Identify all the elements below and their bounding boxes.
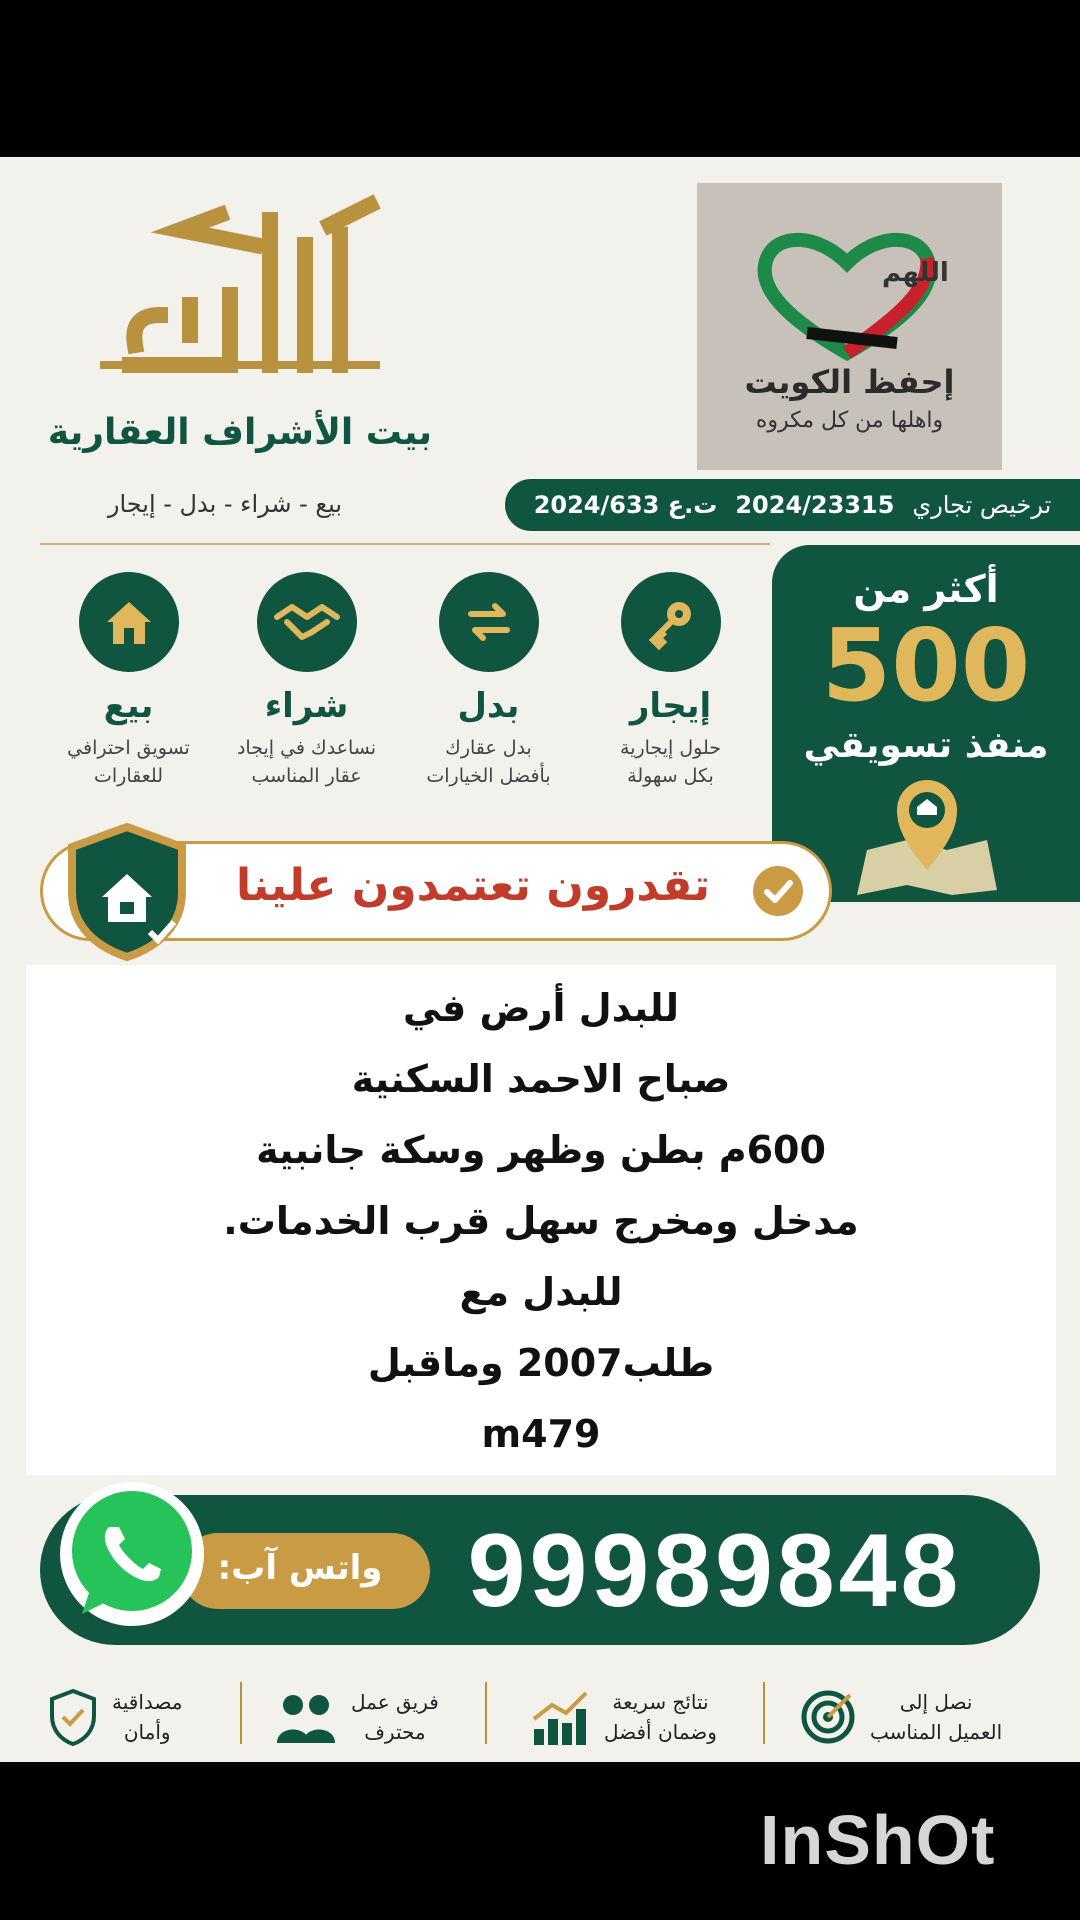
inshot-watermark: InShOt [760,1801,996,1879]
house-icon [79,572,179,672]
license-ref: ت.ع 2024/633 [533,491,718,519]
service-desc: حلول إيجارية بكل سهولة [620,737,721,787]
whatsapp-label: واتس آب: [217,1548,383,1588]
map-pin-icon [852,770,1002,895]
kuwait-line2: واهلها من كل مكروه [755,408,944,433]
service-desc: نساعدك في إيجاد عقار المناسب [236,737,377,787]
feature-results [530,1677,717,1757]
ad-line: للبدل أرض في [402,986,680,1030]
stats-panel [772,545,1080,902]
kuwait-badge [697,183,1002,470]
stats-bottom-text: منفذ تسويقي [803,725,1049,766]
service-desc: تسويق احترافي للعقارات [67,737,190,787]
exchange-icon [439,572,539,672]
license-number: 2024/23315 [735,491,895,519]
service-title: بيع [103,686,154,726]
ad-line: 600م بطن وظهر وسكة جانبية [256,1128,826,1172]
stats-top-text: أكثر من [853,567,999,611]
license-label: ترخيص تجاري [912,491,1052,519]
service-title: بدل [457,686,520,726]
team-icon [275,1689,337,1745]
whatsapp-icon[interactable] [57,1479,207,1629]
stats-number: 500 [821,607,1031,724]
feature-team [275,1677,439,1757]
service-title: شراء [264,686,349,726]
service-rent [588,572,753,790]
feature-label: مصداقية وأمان [112,1690,183,1744]
feature-separator [485,1682,487,1744]
whatsapp-pill[interactable] [180,1533,430,1609]
service-title: إيجار [629,686,712,726]
ad-line: m479 [481,1412,601,1456]
ad-line: مدخل ومخرج سهل قرب الخدمات. [223,1199,859,1243]
feature-label: نصل إلى العميل المناسب [870,1690,1003,1744]
service-sell [46,572,211,790]
feature-separator [240,1682,242,1744]
kuwait-line1: إحفظ الكويت [744,363,955,401]
kuwait-prayer-text: اللهم [882,258,949,288]
check-icon [753,866,803,916]
kuwait-heart-icon [747,223,947,363]
key-icon [621,572,721,672]
ad-text-box [26,965,1056,1475]
real-estate-card [0,157,1080,1762]
ad-line: صباح الاحمد السكنية [351,1057,731,1101]
services-tagline: بيع - شراء - بدل - إيجار [107,490,343,518]
company-name: بيت الأشراف العقارية [47,412,433,453]
target-icon [800,1689,856,1745]
feature-separator [763,1682,765,1744]
service-exchange [406,572,571,790]
phone-number[interactable]: 99989848 [467,1513,963,1629]
shield-check-icon [48,1688,98,1746]
service-buy [224,572,389,790]
feature-target [800,1677,1002,1757]
shield-house-icon [62,822,192,962]
feature-label: نتائج سريعة وضمان أفضل [604,1690,717,1744]
feature-trust [48,1677,182,1757]
gold-divider [40,543,770,545]
ad-line: للبدل مع [459,1270,623,1314]
ad-lines [26,973,1056,1470]
service-desc: بدل عقارك بأفضل الخيارات [426,737,551,787]
trust-text: تقدرون تعتمدون علينا [235,860,711,911]
growth-chart-icon [530,1689,590,1745]
license-bar [505,479,1080,531]
handshake-icon [257,572,357,672]
ad-line: طلب2007 وماقبل [367,1341,715,1385]
company-logo [70,185,410,405]
feature-label: فريق عمل محترف [351,1690,439,1744]
